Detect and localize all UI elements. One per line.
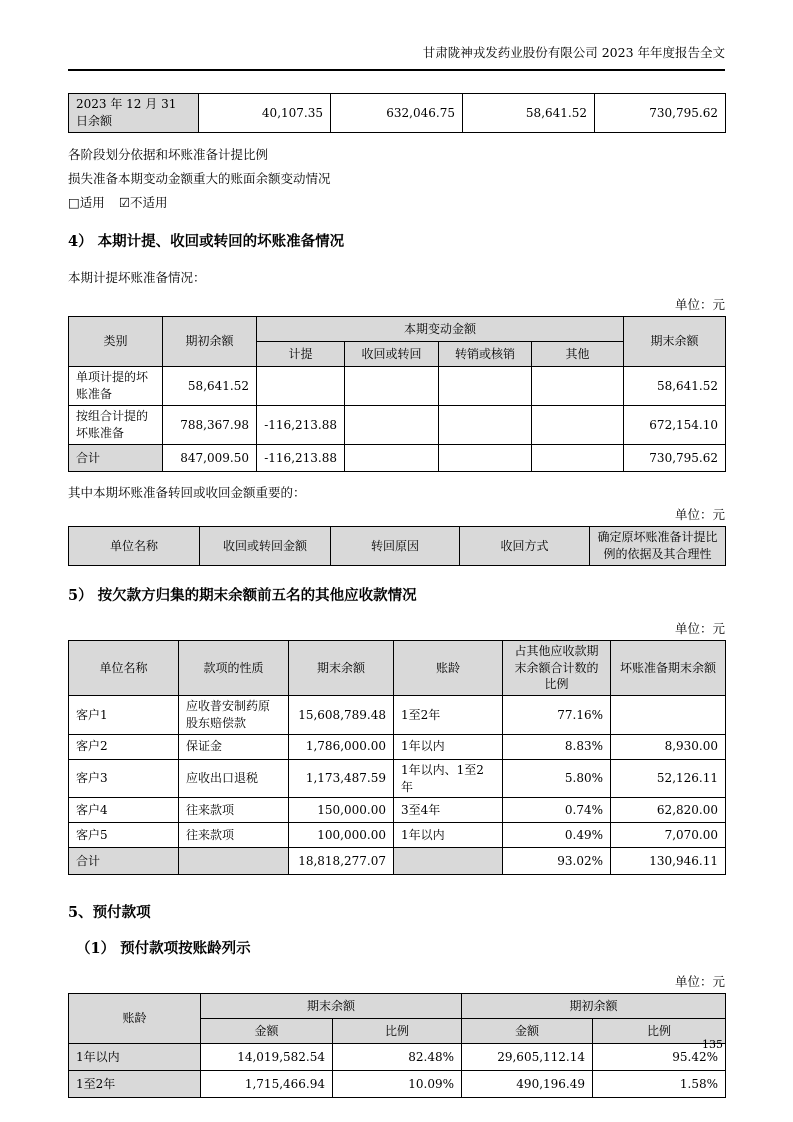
- header-cell-reason: 转回原因: [331, 527, 460, 566]
- prepayments-aging-table: [68, 993, 726, 1098]
- customer-cell: 客户4: [69, 798, 179, 823]
- section4-heading: 4） 本期计提、收回或转回的坏账准备情况: [68, 233, 345, 251]
- subheader-cell-accrual: 计提: [257, 342, 345, 367]
- nature-cell: 应收普安制药原股东赔偿款: [179, 696, 289, 735]
- table-row: [69, 1044, 726, 1071]
- percent-cell: 77.16%: [503, 696, 611, 735]
- amount-cell: 18,818,277.07: [289, 848, 394, 875]
- aging-label-cell: 1至2年: [69, 1071, 201, 1098]
- page-number: 135: [702, 1038, 723, 1051]
- amount-cell: 7,070.00: [611, 823, 726, 848]
- customer-cell: 客户3: [69, 759, 179, 798]
- percent-cell: 95.42%: [593, 1044, 726, 1071]
- table-row: [69, 406, 726, 445]
- table-row: [69, 734, 726, 759]
- total-label-cell: 合计: [69, 848, 179, 875]
- percent-cell: 8.83%: [503, 734, 611, 759]
- table-row: [69, 759, 726, 798]
- table-row: [69, 367, 726, 406]
- section4-intro: 本期计提坏账准备情况：: [68, 270, 206, 286]
- provision-table: [68, 316, 726, 472]
- unit-label: 单位：元: [674, 974, 725, 990]
- section5-heading: 5） 按欠款方归集的期末余额前五名的其他应收款情况: [68, 586, 417, 604]
- header-cell-unit-name: 单位名称: [69, 527, 200, 566]
- header-cell-category: 类别: [69, 317, 163, 367]
- table-row: [69, 94, 726, 133]
- empty-cell: [345, 406, 439, 445]
- header-cell-closing: 期末余额: [624, 317, 726, 367]
- nature-cell: 保证金: [179, 734, 289, 759]
- category-cell: 按组合计提的坏账准备: [69, 406, 163, 445]
- header-cell-proportion: 占其他应收款期末余额合计数的比例: [503, 640, 611, 695]
- header-cell-aging: 账龄: [69, 994, 201, 1044]
- amount-cell: 58,641.52: [624, 367, 726, 406]
- header-cell-recover-amount: 收回或转回金额: [200, 527, 331, 566]
- subheader-cell-writeoff: 转销或核销: [439, 342, 532, 367]
- amount-cell: -116,213.88: [257, 406, 345, 445]
- report-header-title: 甘肃陇神戎发药业股份有限公司 2023 年年度报告全文: [68, 45, 725, 71]
- empty-cell: [257, 367, 345, 406]
- aging-cell: 1年以内: [394, 734, 503, 759]
- unit-label: 单位：元: [674, 620, 725, 636]
- header-row: [69, 994, 726, 1019]
- nature-cell: 应收出口退税: [179, 759, 289, 798]
- percent-cell: 93.02%: [503, 848, 611, 875]
- checkbox-applicable: □适用: [68, 195, 105, 211]
- empty-cell: [532, 406, 624, 445]
- amount-cell: 62,820.00: [611, 798, 726, 823]
- percent-cell: 0.49%: [503, 823, 611, 848]
- amount-cell: 58,641.52: [463, 94, 595, 133]
- empty-cell: [532, 367, 624, 406]
- percent-cell: 10.09%: [333, 1071, 462, 1098]
- aging-cell: 1至2年: [394, 696, 503, 735]
- amount-cell: 847,009.50: [163, 445, 257, 472]
- amount-cell: 40,107.35: [199, 94, 331, 133]
- prepayments-heading: 5、预付款项: [68, 904, 151, 922]
- table-row: [69, 696, 726, 735]
- subheader-cell-ratio: 比例: [333, 1019, 462, 1044]
- percent-cell: 1.58%: [593, 1071, 726, 1098]
- amount-cell: 490,196.49: [462, 1071, 593, 1098]
- checkbox-not-applicable: ☑不适用: [118, 195, 168, 211]
- amount-cell: 8,930.00: [611, 734, 726, 759]
- amount-cell: 15,608,789.48: [289, 696, 394, 735]
- nature-cell: 往来款项: [179, 798, 289, 823]
- header-row: [69, 640, 726, 695]
- header-cell-aging: 账龄: [394, 640, 503, 695]
- header-cell-current-change: 本期变动金额: [257, 317, 624, 342]
- amount-cell: 130,946.11: [611, 848, 726, 875]
- subheader-cell-other: 其他: [532, 342, 624, 367]
- amount-cell: 100,000.00: [289, 823, 394, 848]
- amount-cell: 730,795.62: [595, 94, 726, 133]
- nature-cell: 往来款项: [179, 823, 289, 848]
- amount-cell: 29,605,112.14: [462, 1044, 593, 1071]
- subheader-cell-amount: 金额: [462, 1019, 593, 1044]
- empty-cell: [439, 445, 532, 472]
- percent-cell: 5.80%: [503, 759, 611, 798]
- table-row: [69, 1071, 726, 1098]
- amount-cell: 14,019,582.54: [201, 1044, 333, 1071]
- unit-label: 单位：元: [674, 507, 725, 523]
- amount-cell: 150,000.00: [289, 798, 394, 823]
- header-cell-unit-name: 单位名称: [69, 640, 179, 695]
- total-label-cell: 合计: [69, 445, 163, 472]
- header-cell-baddebt-closing: 坏账准备期末余额: [611, 640, 726, 695]
- header-cell-basis: 确定原坏账准备计提比例的依据及其合理性: [590, 527, 726, 566]
- table-row: [69, 798, 726, 823]
- empty-cell: [179, 848, 289, 875]
- header-cell-opening: 期初余额: [462, 994, 726, 1019]
- row-label-cell: 2023 年 12 月 31 日余额: [69, 94, 199, 133]
- empty-cell: [345, 367, 439, 406]
- amount-cell: 730,795.62: [624, 445, 726, 472]
- empty-cell: [532, 445, 624, 472]
- prepayments-subheading: （1） 预付款项按账龄列示: [76, 940, 251, 958]
- amount-cell: 58,641.52: [163, 367, 257, 406]
- amount-cell: 52,126.11: [611, 759, 726, 798]
- customer-cell: 客户2: [69, 734, 179, 759]
- aging-cell: 1年以内、1至2年: [394, 759, 503, 798]
- note-basis-line: 各阶段划分依据和坏账准备计提比例: [68, 146, 269, 162]
- empty-cell: [439, 367, 532, 406]
- recovery-note: 其中本期坏账准备转回或收回金额重要的：: [68, 485, 306, 501]
- empty-cell: [611, 696, 726, 735]
- subheader-cell-amount: 金额: [201, 1019, 333, 1044]
- empty-cell: [345, 445, 439, 472]
- amount-cell: 672,154.10: [624, 406, 726, 445]
- total-row: [69, 848, 726, 875]
- aging-label-cell: 1年以内: [69, 1044, 201, 1071]
- subheader-cell-ratio: 比例: [593, 1019, 726, 1044]
- percent-cell: 0.74%: [503, 798, 611, 823]
- amount-cell: -116,213.88: [257, 445, 345, 472]
- category-cell: 单项计提的坏账准备: [69, 367, 163, 406]
- total-row: [69, 445, 726, 472]
- note-change-line: 损失准备本期变动金额重大的账面余额变动情况: [68, 170, 331, 186]
- amount-cell: 788,367.98: [163, 406, 257, 445]
- header-row: [69, 317, 726, 342]
- customer-cell: 客户5: [69, 823, 179, 848]
- amount-cell: 1,173,487.59: [289, 759, 394, 798]
- amount-cell: 632,046.75: [331, 94, 463, 133]
- amount-cell: 1,715,466.94: [201, 1071, 333, 1098]
- amount-cell: 1,786,000.00: [289, 734, 394, 759]
- closing-balance-table: [68, 93, 726, 133]
- header-cell-opening: 期初余额: [163, 317, 257, 367]
- percent-cell: 82.48%: [333, 1044, 462, 1071]
- applicability-line: [68, 194, 725, 212]
- top5-receivables-table: [68, 640, 726, 876]
- header-row: [69, 527, 726, 566]
- customer-cell: 客户1: [69, 696, 179, 735]
- aging-cell: 1年以内: [394, 823, 503, 848]
- subheader-cell-recover: 收回或转回: [345, 342, 439, 367]
- header-cell-nature: 款项的性质: [179, 640, 289, 695]
- header-cell-closing: 期末余额: [201, 994, 462, 1019]
- header-cell-method: 收回方式: [460, 527, 590, 566]
- table-row: [69, 823, 726, 848]
- recovery-table: [68, 526, 726, 566]
- header-cell-closing: 期末余额: [289, 640, 394, 695]
- empty-cell: [394, 848, 503, 875]
- empty-cell: [439, 406, 532, 445]
- aging-cell: 3至4年: [394, 798, 503, 823]
- unit-label: 单位：元: [674, 297, 725, 313]
